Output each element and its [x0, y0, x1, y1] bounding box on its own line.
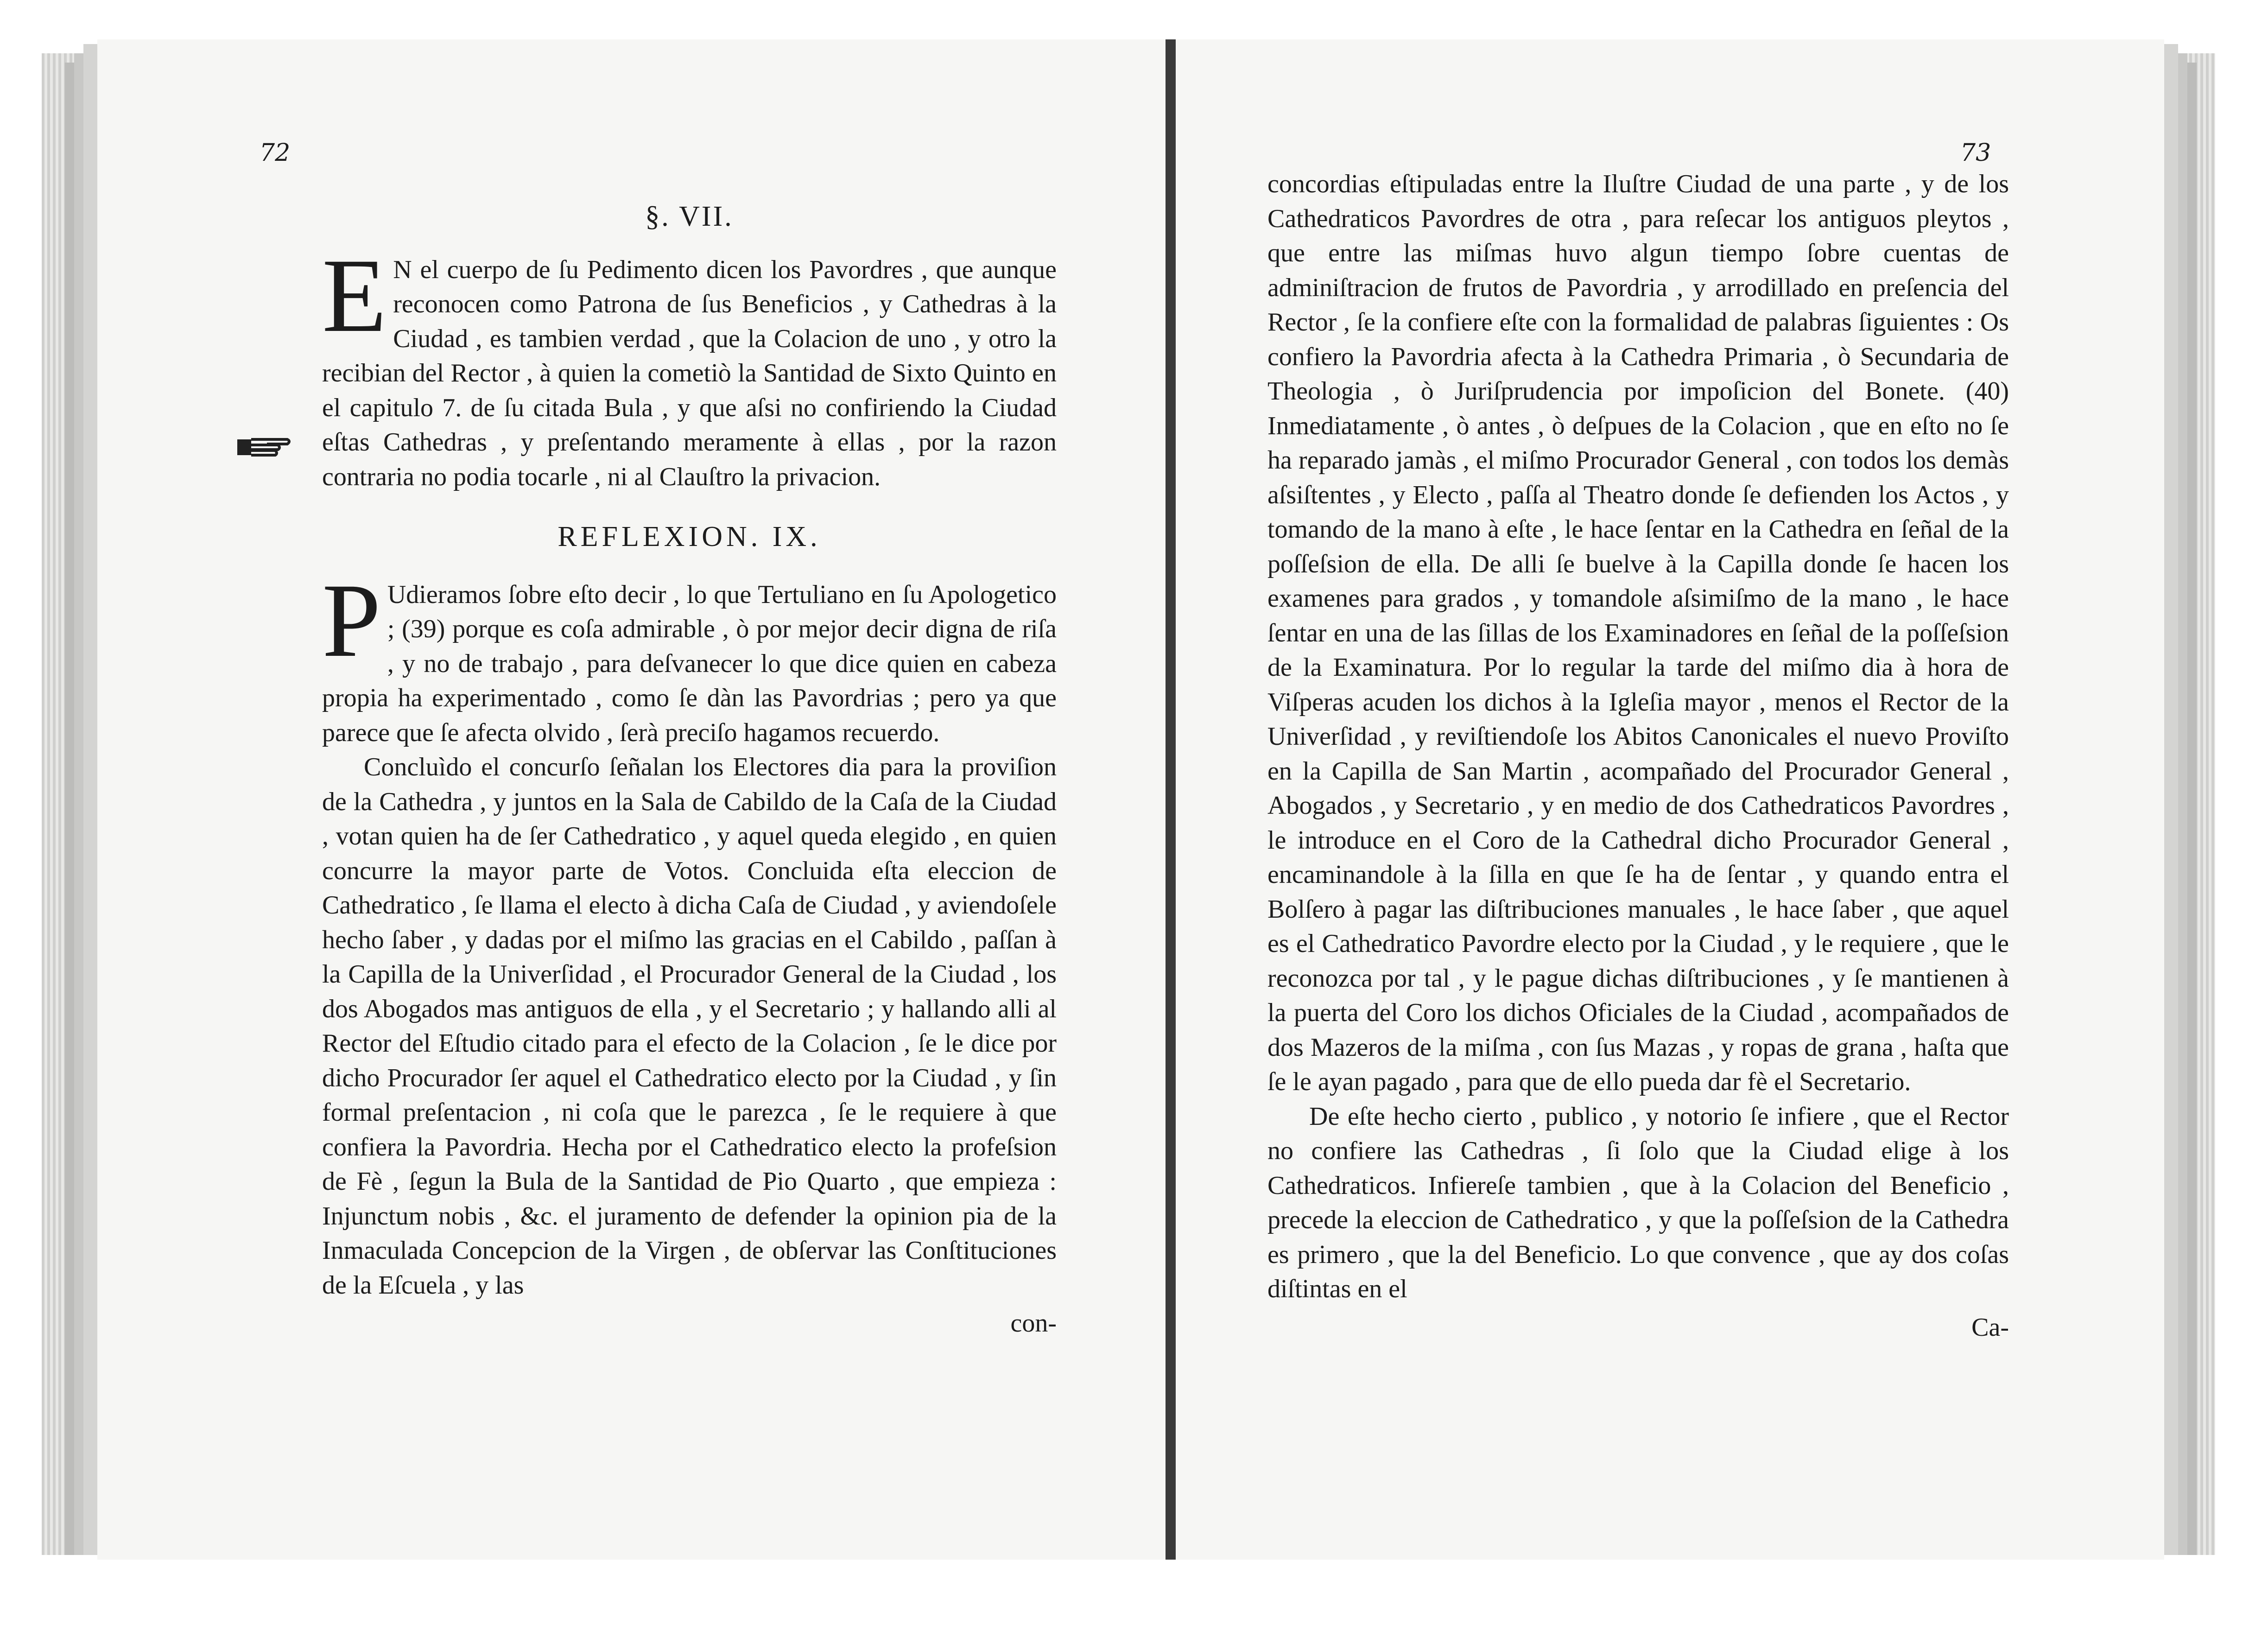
- page-edges-right: [2164, 53, 2215, 1555]
- drop-cap-e: E: [322, 237, 387, 354]
- reflexion-heading: REFLEXION. IX.: [557, 521, 821, 552]
- catchword-right: Ca-: [1971, 1313, 2009, 1342]
- hecho-cierto-paragraph: De eſte hecho cierto , publico , y notorio ſe infiere , que el Rector no confiere las Cathedras , ſi ſolo que la Ciudad elige à los Cathedraticos. Infiereſe tambien , que à la Colacion del Beneficio , precede la eleccion de Cathedratico , y que la poſſeſsion de la Cathedra es primero , que la del Beneficio. Lo que convence , que ay dos coſas diſtintas en el: [1267, 1102, 2009, 1303]
- page-edges-left: [42, 53, 97, 1555]
- catchword-left: con-: [1010, 1309, 1057, 1338]
- pointing-hand-icon: [236, 431, 292, 463]
- drop-cap-p: P: [322, 562, 381, 679]
- right-page-text: [1267, 167, 2009, 1345]
- pedimento-text: N el cuerpo de ſu Pedimento dicen los Pavordres , que aunque reconocen como Patrona de ſus Beneficios , y Cathedras à la Ciudad , es tambien verdad , que la Colacion de uno , y otro la recibian del Rector , à quien la cometiò la Santidad de Sixto Quinto en el capitulo 7. de ſu citada Bula , y que aſsi no confiriendo la Ciudad eſtas Cathedras , y preſentando meramente à ellas , por la razon contraria no podia tocarle , ni al Clauſtro la privacion.: [322, 255, 1057, 491]
- page-number-right: 73: [1960, 139, 1991, 167]
- concurso-paragraph: Concluìdo el concurſo ſeñalan los Electores dia para la proviſion de la Cathedra , y juntos en la Sala de Cabildo de la Caſa de la Ciudad , votan quien ha de ſer Cathedratico , y aquel queda elegido , en quien concurre la mayor parte de Votos. Concluida eſta eleccion de Cathedratico , ſe llama el electo à dicha Caſa de Ciudad , y aviendoſele hecho ſaber , y dadas por el miſmo las gracias en el Cabildo , paſſan à la Capilla de la Univerſidad , el Procurador General de la Ciudad , los dos Abogados mas antiguos de ella , y el Secretario ; y hallando alli al Rector del Eſtudio citado para el efecto de la Colacion , ſe le dice por dicho Procurador ſer aquel el Cathedratico electo por la Ciudad , y ſin formal preſentacion , ni coſa que le parezca , ſe le requiere à que confiera la Pavordria. Hecha por el Cathedratico electo la profeſsion de Fè , ſegun la Bula de la Santidad de Pio Quarto , que empieza : Injunctum nobis , &c. el juramento de defender la opinion pia de la Inmaculada Concepcion de la Virgen , de obſervar las Conſtituciones de la Eſcuela , y las: [322, 753, 1057, 1300]
- tertuliano-text: Udieramos ſobre eſto decir , lo que Tertuliano en ſu Apologetico ; (39) porque es coſa admirable , ò por mejor decir digna de riſa , y no de trabajo , para deſvanecer lo que dice quien en cabeza propia ha experimentado , como ſe dàn las Pavordrias ; pero ya que parece que ſe afecta olvido , ſerà preciſo hagamos recuerdo.: [322, 580, 1057, 747]
- left-page-text: [322, 199, 1057, 1341]
- tertuliano-paragraph: [322, 562, 1057, 750]
- pedimento-paragraph: [322, 237, 1057, 495]
- concordias-paragraph: concordias eſtipuladas entre la Iluſtre Ciudad de una parte , y de los Cathedraticos Pavordres de otra , para reſecar los antiguos pleytos , que entre las miſmas huvo algun tiempo ſobre cuentas de adminiſtracion de frutos de Pavordria , y arrodillado en preſencia del Rector , ſe la confiere eſte con la formalidad de palabras ſiguientes : Os confiero la Pavordria afecta à la Cathedra Primaria , ò Secundaria de Theologia , ò Juriſprudencia por impoſicion del Bonete. (40) Inmediatamente , ò antes , ò deſpues de la Colacion , que en eſto no ſe ha reparado jamàs , el miſmo Procurador General , con todos los demàs aſsiſtentes , y Electo , paſſa al Theatro donde ſe defienden los Actos , y tomando de la mano à eſte , le hace ſentar en la Cathedra en ſeñal de la poſſeſsion de ella. De alli ſe buelve à la Capilla donde ſe hacen los examenes para grados , y tomandole aſsimiſmo de la mano , le hace ſentar en una de las ſillas de los Examinadores en ſeñal de la poſſeſsion de la Examinatura. Por lo regular la tarde del miſmo dia à hora de Viſperas acuden los dichos à la Igleſia mayor , menos el Rector de la Univerſidad , y reviſtiendoſe los Abitos Canonicales el nuevo Proviſto en la Capilla de San Martin , acompañado del Procurador General , Abogados , y Secretario , y en medio de dos Cathedraticos Pavordres , le introduce en el Coro de la Cathedral dicho Procurador General , encaminandole à la ſilla en que ſe ha de ſentar , y quando entra el Bolſero à pagar las diſtribuciones manuales , le hace ſaber , que aquel es el Cathedratico Pavordre electo por la Ciudad , y le requiere , que le reconozca por tal , y le pague dichas diſtribuciones , y ſe mantienen à la puerta del Coro los dichos Oficiales de la Ciudad , acompañados de dos Mazeros de la miſma , con ſus Mazas , y ropas de grana , haſta que ſe le ayan pagado , para que de ello pueda dar fè el Secretario.: [1267, 170, 2009, 1096]
- book-gutter: [1166, 39, 1176, 1560]
- section-heading: §. VII.: [645, 201, 734, 232]
- page-number-left: 72: [260, 139, 291, 167]
